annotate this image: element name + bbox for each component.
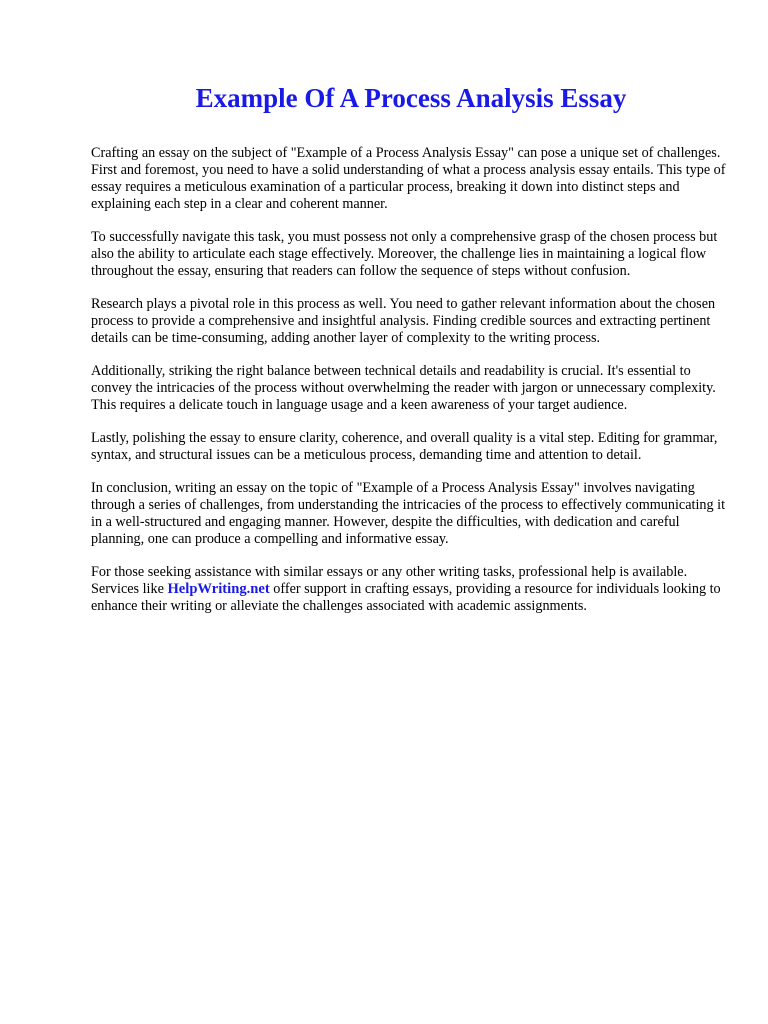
essay-body — [91, 145, 731, 631]
helpwriting-link[interactable]: HelpWriting.net — [167, 581, 270, 597]
paragraph-assistance — [91, 564, 731, 615]
assistance-text-before-link: For those seeking assistance with similar essays or any other writing tasks, professional help is available. Services like — [91, 564, 688, 597]
page-title: Example Of A Process Analysis Essay — [195, 83, 627, 113]
paragraph-intro: Crafting an essay on the subject of "Example of a Process Analysis Essay" can pose a unique set of challenges. First and foremost, you need to have a solid understanding of what a process analysis essay entails. This type of essay requires a meticulous examination of a particular process, breaking it down into distinct steps and explaining each step in a clear and coherent manner. — [91, 145, 726, 212]
paragraph-balance: Additionally, striking the right balance between technical details and readability is crucial. It's essential to convey the intricacies of the process without overwhelming the reader with jargon or unnecessary complexity. This requires a delicate touch in language usage and a keen awareness of your target audience. — [91, 363, 716, 413]
paragraph-research: Research plays a pivotal role in this process as well. You need to gather relevant information about the chosen process to provide a comprehensive and insightful analysis. Finding credible sources and extracting pertinent details can be time-consuming, adding another layer of complexity to the writing process. — [91, 296, 716, 346]
paragraph-conclusion: In conclusion, writing an essay on the topic of "Example of a Process Analysis Essay" involves navigating through a series of challenges, from understanding the intricacies of the process to effectively communicating it in a well-structured and engaging manner. However, despite the difficulties, with dedication and careful planning, one can produce a compelling and informative essay. — [91, 480, 726, 547]
assistance-text-after-link: offer support in crafting essays, providing a resource for individuals looking to enhance their writing or alleviate the challenges associated with academic assignments. — [91, 581, 721, 614]
paragraph-polishing: Lastly, polishing the essay to ensure clarity, coherence, and overall quality is a vital step. Editing for grammar, syntax, and structural issues can be a meticulous process, demanding time and attention to detail. — [91, 430, 718, 463]
paragraph-navigate-task: To successfully navigate this task, you must possess not only a comprehensive grasp of the chosen process but also the ability to articulate each stage effectively. Moreover, the challenge lies in maintaining a logical flow throughout the essay, ensuring that readers can follow the sequence of steps without confusion. — [91, 229, 718, 279]
